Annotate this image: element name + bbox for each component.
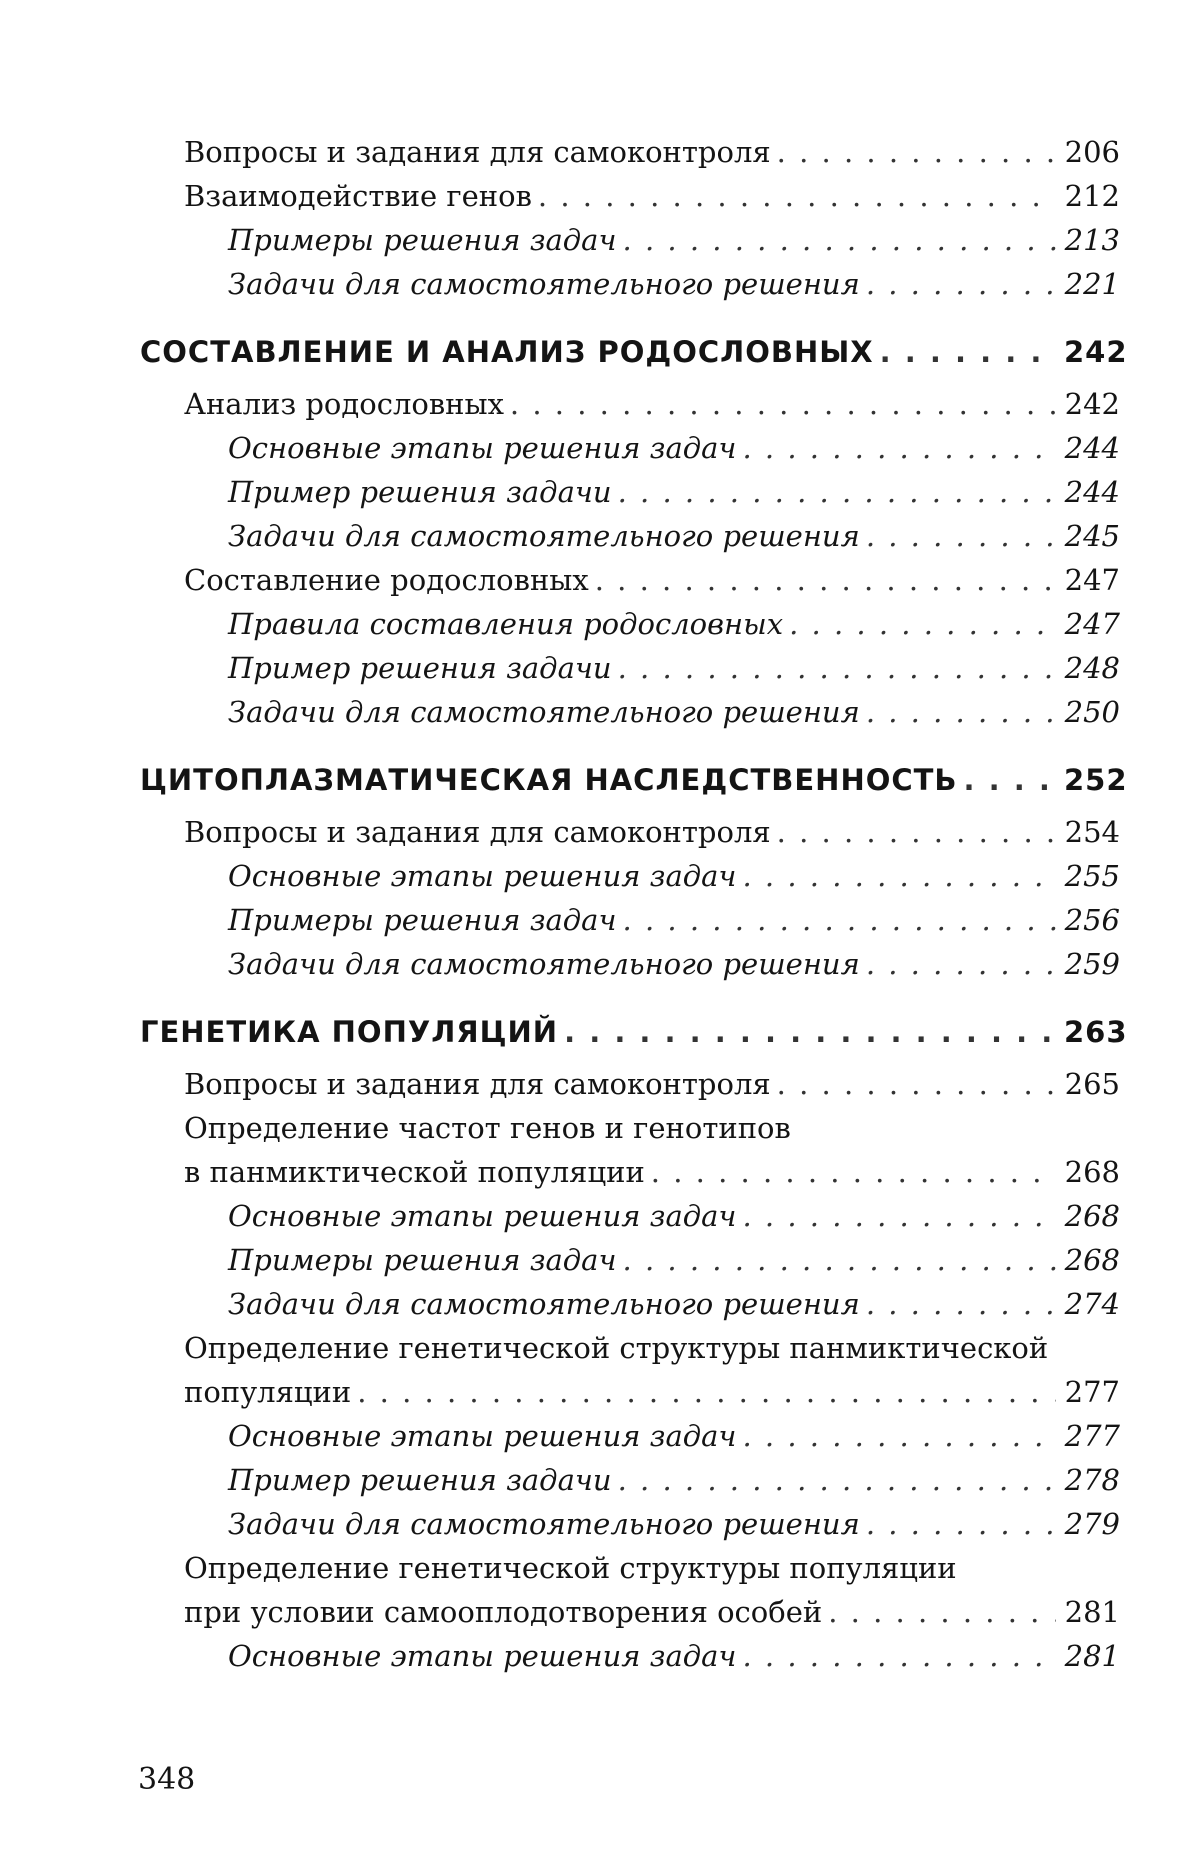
toc-entry-page: 245	[1064, 519, 1120, 553]
toc-entry-title: Задачи для самостоятельного решения	[228, 1507, 860, 1541]
toc-entry-page: 279	[1064, 1507, 1120, 1541]
toc-entry-title: Задачи для самостоятельного решения	[228, 1287, 860, 1321]
dot-leader	[742, 854, 1056, 898]
toc-entry-page: 212	[1064, 179, 1120, 213]
toc-entry-continuation	[184, 1370, 1120, 1414]
toc-entry-title: Пример решения задачи	[228, 475, 612, 509]
toc-entry-title: ГЕНЕТИКА ПОПУЛЯЦИЙ	[140, 1015, 559, 1049]
toc-entry-title: Вопросы и задания для самоконтроля	[184, 135, 771, 169]
toc-entry-title: Анализ родословных	[184, 387, 504, 421]
toc-entry-continuation	[184, 1590, 1120, 1634]
toc-entry-page: 277	[1064, 1375, 1120, 1409]
toc-entry-page: 252	[1064, 763, 1128, 797]
toc-entry-title: Пример решения задачи	[228, 1463, 612, 1497]
toc-entry	[140, 174, 1120, 218]
toc-entry-page: 268	[1064, 1155, 1120, 1189]
toc-entry-page: 213	[1064, 223, 1120, 257]
toc-entry-title: Основные этапы решения задач	[228, 1639, 737, 1673]
toc-entry-title: Основные этапы решения задач	[228, 431, 737, 465]
toc-entry	[140, 382, 1120, 426]
toc-entry-title: ЦИТОПЛАЗМАТИЧЕСКАЯ НАСЛЕДСТВЕННОСТЬ	[140, 763, 958, 797]
dot-leader	[357, 1370, 1056, 1414]
toc-entry	[140, 262, 1120, 306]
toc-section-entry	[140, 328, 1128, 376]
toc-entry-title: Правила составления родословных	[228, 607, 784, 641]
toc-entry	[140, 426, 1120, 470]
dot-leader	[618, 470, 1056, 514]
toc-entry-title: Задачи для самостоятельного решения	[228, 519, 860, 553]
toc-entry-title: Задачи для самостоятельного решения	[228, 947, 860, 981]
toc-entry-title: Вопросы и задания для самоконтроля	[184, 1067, 771, 1101]
toc-entry-page: 277	[1064, 1419, 1120, 1453]
dot-leader	[538, 174, 1056, 218]
toc-entry-title: Взаимодействие генов	[184, 179, 532, 213]
toc-section-entry	[140, 1008, 1128, 1056]
dot-leader	[789, 602, 1056, 646]
toc-entry-page: 244	[1064, 431, 1120, 465]
toc-entry-title: Задачи для самостоятельного решения	[228, 267, 860, 301]
toc-entry-page: 268	[1064, 1243, 1120, 1277]
toc-entry	[140, 1502, 1120, 1546]
toc-entry	[140, 1458, 1120, 1502]
toc-entry-page: 221	[1064, 267, 1120, 301]
toc-entry	[140, 1634, 1120, 1678]
toc-entry-page: 268	[1064, 1199, 1120, 1233]
toc-entry-page: 248	[1064, 651, 1120, 685]
dot-leader	[777, 810, 1056, 854]
toc-entry-continuation	[184, 1150, 1120, 1194]
toc-entry-page: 265	[1064, 1067, 1120, 1101]
toc-entry	[140, 942, 1120, 986]
toc-entry-title: Основные этапы решения задач	[228, 1419, 737, 1453]
toc-entry-title: Основные этапы решения задач	[228, 1199, 737, 1233]
toc-entry-page: 263	[1064, 1015, 1128, 1049]
toc-entry	[140, 602, 1120, 646]
toc-entry-title: популяции	[184, 1375, 352, 1409]
page-number: 348	[138, 1762, 196, 1797]
toc-entry-title: Составление родословных	[184, 563, 589, 597]
toc-entry	[140, 1546, 1120, 1634]
toc-entry-page: 206	[1064, 135, 1120, 169]
dot-leader	[866, 942, 1056, 986]
dot-leader	[651, 1150, 1056, 1194]
toc-entry	[140, 514, 1120, 558]
toc-entry-page: 242	[1064, 387, 1120, 421]
toc-entry-title: Вопросы и задания для самоконтроля	[184, 815, 771, 849]
toc-entry	[140, 646, 1120, 690]
toc-entry-title: в панмиктической популяции	[184, 1155, 645, 1189]
dot-leader	[742, 1634, 1056, 1678]
toc-entry-title: Определение генетической структуры популяции	[184, 1551, 957, 1585]
toc-entry-title: Пример решения задачи	[228, 651, 612, 685]
toc-entry-title: Примеры решения задач	[228, 223, 617, 257]
table-of-contents	[140, 130, 1128, 1678]
toc-entry-title: Определение частот генов и генотипов	[184, 1111, 791, 1145]
dot-leader	[964, 756, 1056, 804]
toc-entry-page: 250	[1064, 695, 1120, 729]
dot-leader	[866, 690, 1056, 734]
toc-entry	[140, 810, 1120, 854]
toc-entry	[140, 898, 1120, 942]
toc-entry	[140, 1062, 1120, 1106]
toc-entry-page: 247	[1064, 607, 1120, 641]
toc-entry-title: СОСТАВЛЕНИЕ И АНАЛИЗ РОДОСЛОВНЫХ	[140, 335, 874, 369]
toc-entry-title: Определение генетической структуры панмиктической	[184, 1331, 1049, 1365]
toc-entry-title: при условии самооплодотворения особей	[184, 1595, 823, 1629]
toc-entry	[140, 1238, 1120, 1282]
toc-entry-page: 259	[1064, 947, 1120, 981]
toc-entry	[140, 1282, 1120, 1326]
toc-entry	[140, 470, 1120, 514]
dot-leader	[623, 898, 1056, 942]
toc-entry	[140, 854, 1120, 898]
toc-entry-title: Примеры решения задач	[228, 903, 617, 937]
toc-entry-page: 281	[1064, 1595, 1120, 1629]
dot-leader	[510, 382, 1056, 426]
dot-leader	[742, 426, 1056, 470]
toc-entry-page: 254	[1064, 815, 1120, 849]
toc-entry	[140, 1414, 1120, 1458]
toc-entry-page: 278	[1064, 1463, 1120, 1497]
toc-entry	[140, 1106, 1120, 1194]
dot-leader	[880, 328, 1056, 376]
dot-leader	[742, 1194, 1056, 1238]
dot-leader	[742, 1414, 1056, 1458]
dot-leader	[618, 646, 1056, 690]
toc-entry-page: 255	[1064, 859, 1120, 893]
toc-entry-title: Примеры решения задач	[228, 1243, 617, 1277]
dot-leader	[866, 514, 1056, 558]
dot-leader	[564, 1008, 1056, 1056]
toc-entry-page: 244	[1064, 475, 1120, 509]
toc-entry	[140, 1326, 1120, 1414]
toc-entry-title: Задачи для самостоятельного решения	[228, 695, 860, 729]
toc-entry-page: 274	[1064, 1287, 1120, 1321]
dot-leader	[623, 218, 1056, 262]
toc-entry	[140, 690, 1120, 734]
toc-entry-page: 242	[1064, 335, 1128, 369]
dot-leader	[623, 1238, 1056, 1282]
toc-entry	[140, 558, 1120, 602]
dot-leader	[618, 1458, 1056, 1502]
toc-entry	[140, 130, 1120, 174]
toc-entry	[140, 218, 1120, 262]
toc-entry-page: 256	[1064, 903, 1120, 937]
dot-leader	[595, 558, 1056, 602]
dot-leader	[866, 1502, 1056, 1546]
toc-entry-page: 247	[1064, 563, 1120, 597]
toc-entry-page: 281	[1064, 1639, 1120, 1673]
dot-leader	[828, 1590, 1056, 1634]
dot-leader	[777, 130, 1056, 174]
dot-leader	[866, 1282, 1056, 1326]
toc-section-entry	[140, 756, 1128, 804]
toc-entry	[140, 1194, 1120, 1238]
dot-leader	[777, 1062, 1056, 1106]
dot-leader	[866, 262, 1056, 306]
toc-entry-title: Основные этапы решения задач	[228, 859, 737, 893]
